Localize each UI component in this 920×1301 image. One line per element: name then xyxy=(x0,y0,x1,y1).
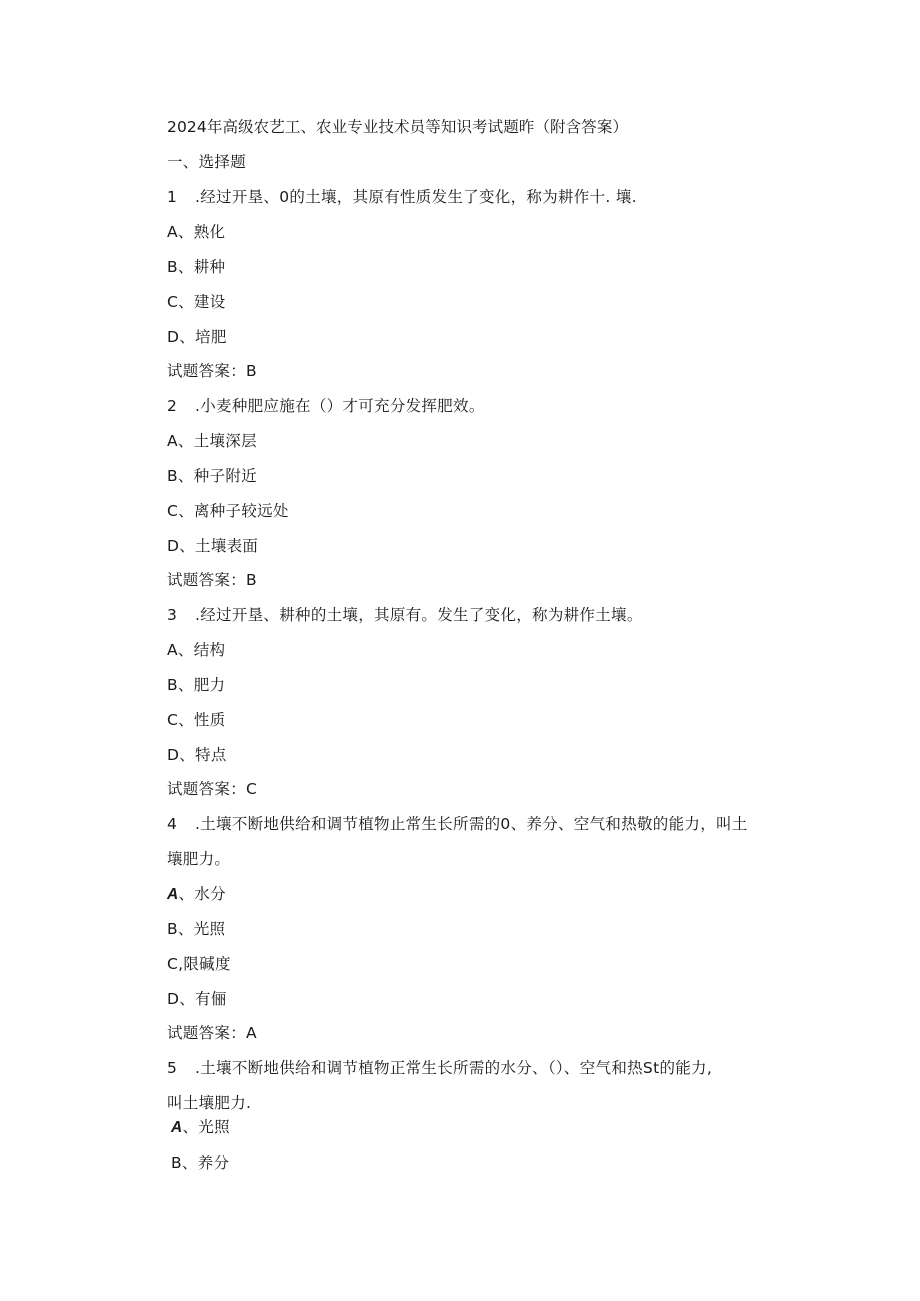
question-text: .小麦种肥应施在（）才可充分发挥肥效。 xyxy=(195,397,485,415)
question-5 xyxy=(167,1058,712,1078)
option-5b: B、养分 xyxy=(171,1154,230,1172)
option-2b: B、种子附近 xyxy=(167,467,257,485)
option-4c: C,限碱度 xyxy=(167,955,231,973)
question-1 xyxy=(167,187,637,207)
question-5-continued: 叫土壤肥力. xyxy=(167,1094,252,1112)
option-2a: A、土壤深层 xyxy=(167,432,257,450)
option-letter: A xyxy=(167,886,179,903)
answer-2 xyxy=(167,570,257,590)
question-text: .经过开垦、耕种的土壤，其原有。发生了变化，称为耕作土壤。 xyxy=(195,606,643,624)
question-text: .经过开垦、0的土壤，其原有性质发生了变化，称为耕作十. 壤. xyxy=(195,188,637,206)
option-4d: D、有俪 xyxy=(167,990,227,1008)
question-text: .土壤不断地供给和调节植物止常生长所需的0、养分、空气和热敬的能力，叫土 xyxy=(195,815,748,833)
question-number: 4 xyxy=(167,815,178,833)
question-number: 5 xyxy=(167,1059,178,1077)
option-3c: C、性质 xyxy=(167,711,226,729)
option-letter: A xyxy=(171,1119,183,1136)
option-text: 、光照 xyxy=(182,1118,230,1136)
section-heading: 一、选择题 xyxy=(167,153,247,171)
option-1b: B、耕种 xyxy=(167,258,226,276)
answer-1 xyxy=(167,361,257,381)
question-3 xyxy=(167,605,643,625)
option-2d: D、土壤表面 xyxy=(167,537,259,555)
answer-value: B xyxy=(246,362,257,380)
answer-label: 试题答案： xyxy=(167,571,247,589)
option-3b: B、肥力 xyxy=(167,676,226,694)
answer-label: 试题答案： xyxy=(167,362,247,380)
option-4a xyxy=(167,884,226,905)
option-1d: D、培肥 xyxy=(167,328,227,346)
question-4 xyxy=(167,814,748,834)
option-text: 、水分 xyxy=(178,885,226,903)
answer-value: A xyxy=(246,1024,257,1042)
answer-value: B xyxy=(246,571,257,589)
document-title: 2024年高级农艺工、农业专业技术员等知识考试题昨（附含答案） xyxy=(167,118,629,136)
question-number: 3 xyxy=(167,606,178,624)
answer-label: 试题答案： xyxy=(167,1024,247,1042)
question-4-continued: 壤肥力。 xyxy=(167,850,231,868)
option-4b: B、光照 xyxy=(167,920,226,938)
question-text: .土壤不断地供给和调节植物正常生长所需的水分、（）、空气和热St的能力, xyxy=(195,1059,713,1077)
answer-value: C xyxy=(246,780,258,798)
answer-4 xyxy=(167,1023,257,1043)
option-5a xyxy=(171,1117,230,1138)
option-1a: A、熟化 xyxy=(167,223,226,241)
answer-3 xyxy=(167,779,257,799)
answer-label: 试题答案： xyxy=(167,780,247,798)
option-3a: A、结构 xyxy=(167,641,226,659)
option-2c: C、离种子较远处 xyxy=(167,502,289,520)
option-3d: D、特点 xyxy=(167,746,227,764)
option-1c: C、建设 xyxy=(167,293,226,311)
question-number: 2 xyxy=(167,397,178,415)
question-2 xyxy=(167,396,485,416)
question-number: 1 xyxy=(167,188,178,206)
